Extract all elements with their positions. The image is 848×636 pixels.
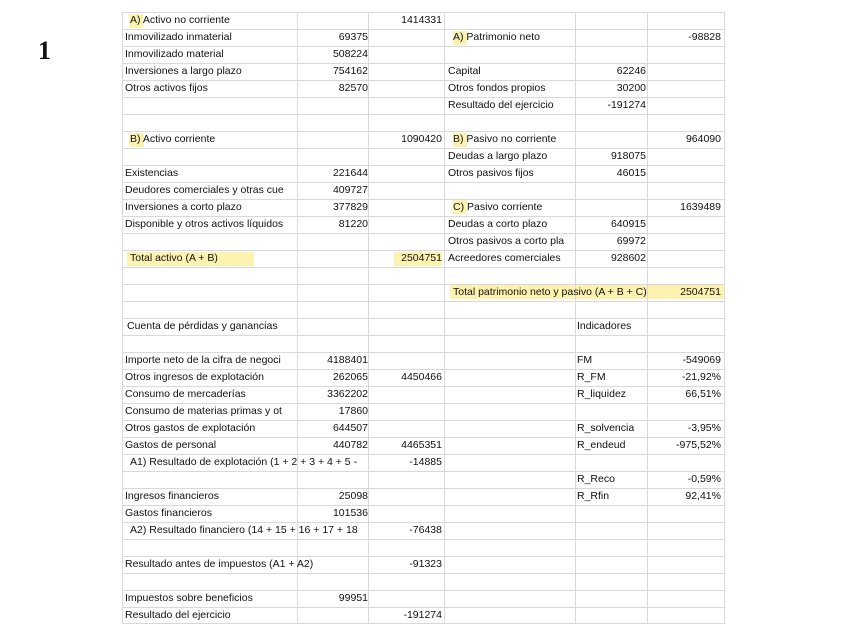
asset-row-label: Inmovilizado material xyxy=(125,48,224,60)
asset-row-label: Disponible y otros activos líquidos xyxy=(125,218,284,230)
gridline xyxy=(122,267,725,268)
pyg-row-value: 262065 xyxy=(332,371,368,383)
liab-row-label: Acreedores comerciales xyxy=(448,252,561,264)
pnc-label: B) Pasivo no corriente xyxy=(453,133,557,145)
indicator-value: -0,59% xyxy=(687,473,721,485)
asset-row-value: 82570 xyxy=(338,82,368,94)
asset-row-value: 81220 xyxy=(338,218,368,230)
pyg-row-label: Consumo de mercaderías xyxy=(125,388,246,400)
ac-total: 1090420 xyxy=(401,133,442,145)
ac-label: B) Activo corriente xyxy=(130,133,216,145)
indicator-value: -21,92% xyxy=(681,371,721,383)
indicator-value: -3,95% xyxy=(687,422,721,434)
pyg-row-label: Impuestos sobre beneficios xyxy=(125,592,253,604)
total-activo-value: 2504751 xyxy=(401,252,442,264)
pyg-row-label: Ingresos financieros xyxy=(125,490,219,502)
indicator-value: -549069 xyxy=(682,354,721,366)
gridline xyxy=(122,573,725,574)
pyg-row-value: 4188401 xyxy=(327,354,368,366)
liab-row-label: Otros pasivos fijos xyxy=(448,167,534,179)
spreadsheet xyxy=(122,12,725,624)
anc-total: 1414331 xyxy=(401,14,442,26)
a1-label: A1) Resultado de explotación (1 + 2 + 3 + 4 + 5 - xyxy=(130,456,358,468)
liab-row-label: Deudas a corto plazo xyxy=(448,218,548,230)
liab-row-label: Deudas a largo plazo xyxy=(448,150,548,162)
pyg-row-value: 99951 xyxy=(338,592,368,604)
pnc-total: 964090 xyxy=(685,133,721,145)
gridline xyxy=(122,335,725,336)
gridline xyxy=(122,539,725,540)
indicator-label: FM xyxy=(577,354,593,366)
asset-row-label: Existencias xyxy=(125,167,179,179)
pyg-row-label: Consumo de materias primas y ot xyxy=(125,405,282,417)
gridline xyxy=(122,114,725,115)
indicator-label: R_FM xyxy=(577,371,606,383)
indicator-value: 92,41% xyxy=(685,490,721,502)
pyg-row-label: Importe neto de la cifra de negoci xyxy=(125,354,281,366)
asset-row-label: Otros activos fijos xyxy=(125,82,208,94)
indicator-label: R_liquidez xyxy=(577,388,627,400)
asset-row-label: Inversiones a largo plazo xyxy=(125,65,242,77)
liab-row-value: 69972 xyxy=(616,235,646,247)
pyg-row-value: 25098 xyxy=(338,490,368,502)
liab-row-label: Otros fondos propios xyxy=(448,82,546,94)
asset-row-value: 377829 xyxy=(332,201,368,213)
indicator-label: R_Reco xyxy=(577,473,615,485)
liab-row-value: 62246 xyxy=(616,65,646,77)
total-activo-label: Total activo (A + B) xyxy=(130,252,218,264)
liab-row-value: 30200 xyxy=(616,82,646,94)
pyg-title: Cuenta de pérdidas y ganancias xyxy=(127,320,278,332)
pyg-row-value: 644507 xyxy=(332,422,368,434)
rai-value: -91323 xyxy=(409,558,442,570)
gridline xyxy=(122,301,725,302)
pyg-row-value: 101536 xyxy=(332,507,368,519)
indicator-label: R_Rfin xyxy=(577,490,610,502)
liab-row-label: Resultado del ejercicio xyxy=(448,99,554,111)
liab-row-value: 640915 xyxy=(610,218,646,230)
indicadores-title: Indicadores xyxy=(577,320,632,332)
page-number: 1 xyxy=(38,36,51,65)
anc-label: A) Activo no corriente xyxy=(130,14,230,26)
a1-value: -14885 xyxy=(409,456,442,468)
pc-label: C) Pasivo corriente xyxy=(453,201,543,213)
asset-row-value: 69375 xyxy=(338,31,368,43)
liab-row-value: 928602 xyxy=(610,252,646,264)
liab-row-value: 918075 xyxy=(610,150,646,162)
pyg-row-label: Otros ingresos de explotación xyxy=(125,371,264,383)
asset-row-value: 754162 xyxy=(332,65,368,77)
pyg-row-label: Gastos de personal xyxy=(125,439,217,451)
indicator-value: 66,51% xyxy=(685,388,721,400)
indicator-label: R_solvencia xyxy=(577,422,635,434)
asset-row-label: Deudores comerciales y otras cue xyxy=(125,184,284,196)
pyg-row-label: Resultado del ejercicio xyxy=(125,609,231,621)
pn-label: A) Patrimonio neto xyxy=(453,31,540,43)
total-pn-pasivo-label: Total patrimonio neto y pasivo (A + B + C) xyxy=(453,286,647,298)
pyg-row-sum: 4450466 xyxy=(401,371,442,383)
asset-row-label: Inversiones a corto plazo xyxy=(125,201,242,213)
a2-value: -76438 xyxy=(409,524,442,536)
pyg-row-value: 17860 xyxy=(338,405,368,417)
pyg-row-label: Otros gastos de explotación xyxy=(125,422,256,434)
a2-label: A2) Resultado financiero (14 + 15 + 16 + 17 + 18 xyxy=(130,524,358,536)
pyg-row-value: 3362202 xyxy=(327,388,368,400)
resultado-ejercicio-value: -191274 xyxy=(403,609,442,621)
liab-row-label: Capital xyxy=(448,65,481,77)
liab-row-value: -191274 xyxy=(607,99,646,111)
indicator-value: -975,52% xyxy=(676,439,721,451)
asset-row-value: 221644 xyxy=(332,167,368,179)
total-pn-pasivo-value: 2504751 xyxy=(680,286,721,298)
pyg-row-sum: 4465351 xyxy=(401,439,442,451)
rai-label: Resultado antes de impuestos (A1 + A2) xyxy=(125,558,314,570)
indicator-label: R_endeud xyxy=(577,439,626,451)
pyg-row-value: 440782 xyxy=(332,439,368,451)
pn-total: -98828 xyxy=(688,31,721,43)
asset-row-value: 508224 xyxy=(332,48,368,60)
pc-total: 1639489 xyxy=(680,201,721,213)
pyg-row-label: Gastos financieros xyxy=(125,507,212,519)
asset-row-value: 409727 xyxy=(332,184,368,196)
liab-row-value: 46015 xyxy=(616,167,646,179)
liab-row-label: Otros pasivos a corto pla xyxy=(448,235,565,247)
asset-row-label: Inmovilizado inmaterial xyxy=(125,31,232,43)
